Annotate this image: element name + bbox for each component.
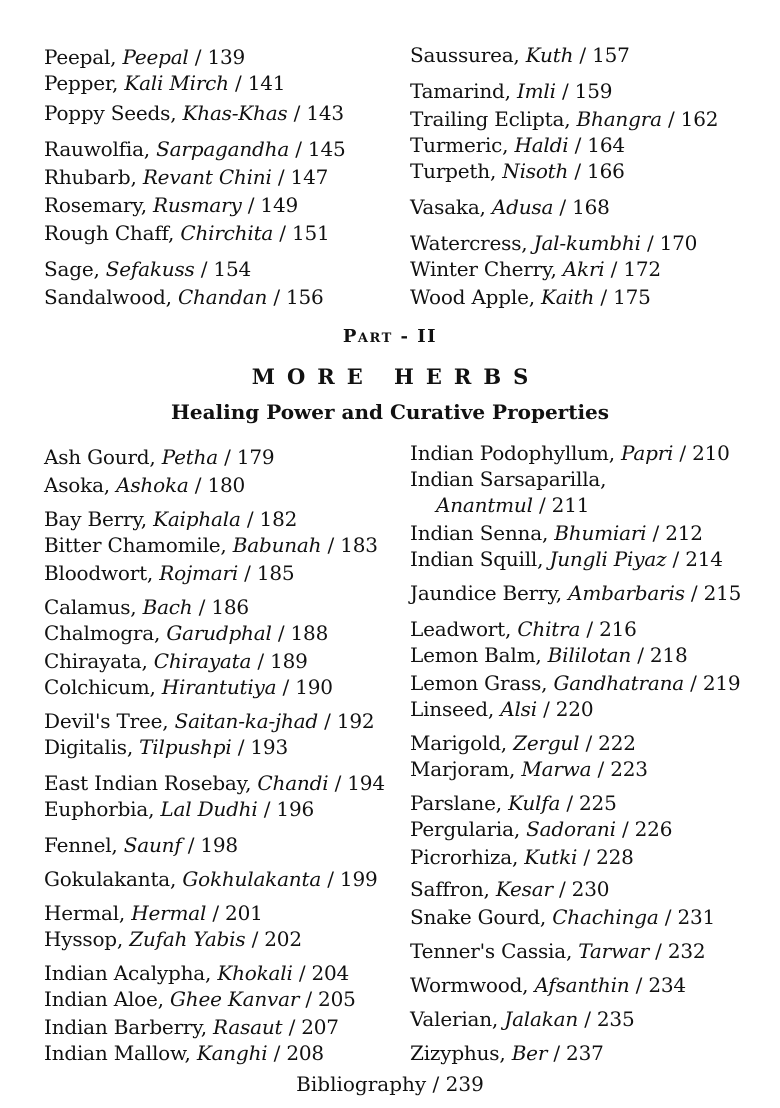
herb-name: Calamus, [44,595,143,619]
page-number: / 207 [282,1015,339,1039]
herb-name: Bitter Chamomile, [44,533,233,557]
page-number: / 235 [578,1007,635,1031]
local-name: Anantmul [436,493,533,517]
index-entry [410,546,723,572]
index-entry [410,42,630,68]
local-name: Gokhulakanta [182,867,322,891]
index-entry [410,520,703,546]
index-entry [410,284,651,310]
index-entry [44,472,245,498]
herb-name: Vasaka, [410,195,492,219]
index-entry [44,560,294,586]
index-entry [44,192,298,218]
index-entry [44,674,333,700]
index-entry [410,730,636,756]
herb-name: Rough Chaff, [44,221,181,245]
index-entry [410,972,686,998]
herb-name: Tenner's Cassia, [410,939,579,963]
page-number: / 202 [245,927,302,951]
local-name: Chirayata [153,649,252,673]
herb-name: Digitalis, [44,735,140,759]
page-number: / 237 [547,1041,604,1065]
herb-name: Parslane, [410,791,509,815]
local-name: Papri [621,441,674,465]
local-name: Khokali [217,961,293,985]
page-number: / 210 [673,441,730,465]
herb-name: Fennel, [44,833,124,857]
page-number: / 143 [287,101,344,125]
herb-name: Rauwolfia, [44,137,157,161]
page-number: / 151 [273,221,330,245]
index-entry [410,616,637,642]
herb-name: Euphorbia, [44,797,161,821]
local-name: Bhumiari [554,521,647,545]
page-number: / 219 [683,671,741,695]
local-name: Adusa [491,195,554,219]
local-name: Kuth [525,43,574,67]
index-entry [44,136,346,162]
index-entry [44,734,288,760]
herb-name: Hermal, [44,901,132,925]
index-entry [410,1040,604,1066]
page-number: / 228 [577,845,634,869]
page-number: / 188 [271,621,329,645]
page-number: / 159 [555,79,613,103]
index-entry [410,670,740,696]
index-entry [44,284,324,310]
herb-name: Colchicum, [44,675,162,699]
page-number: / 201 [206,901,263,925]
herb-name: East Indian Rosebay, [44,771,258,795]
page-number: / 166 [568,159,625,183]
local-name: Rusmary [153,193,242,217]
local-name: Gandhatrana [553,671,684,695]
index-entry [410,1006,634,1032]
herb-name: Indian Aloe, [44,987,170,1011]
page-number: / 211 [532,493,590,517]
index-entry [44,796,314,822]
page-number: / 230 [552,877,610,901]
herb-name: Poppy Seeds, [44,101,183,125]
herb-name: Picrorhiza, [410,845,525,869]
local-name: Jungli Piyaz [549,547,667,571]
local-name: Rojmari [159,561,239,585]
index-entry [410,106,718,132]
index-entry [44,1014,339,1040]
page-number: / 156 [267,285,324,309]
local-name: Ber [511,1041,548,1065]
herb-name: Peepal, [44,45,123,69]
herb-name: Saffron, [410,877,496,901]
index-entry [44,708,374,734]
herb-name: Indian Acalypha, [44,961,218,985]
index-entry [44,900,263,926]
index-entry [44,506,297,532]
herb-name: Asoka, [44,473,117,497]
local-name: Saitan-ka-jhad [174,709,319,733]
herb-name: Sandalwood, [44,285,178,309]
herb-name: Ash Gourd, [44,445,162,469]
index-entry [44,594,249,620]
index-entry [410,904,715,930]
page-number: / 179 [217,445,275,469]
page-number: / 212 [646,521,703,545]
herb-name: Zizyphus, [410,1041,512,1065]
page-number: / 215 [684,581,742,605]
herb-name: Indian Sarsaparilla, [410,467,607,491]
index-entry [410,876,609,902]
local-name: Chirchita [180,221,274,245]
index-entry [44,926,302,952]
index-entry [410,696,593,722]
local-name: Bhangra [576,107,662,131]
index-entry [410,230,697,256]
index-entry [44,1040,324,1066]
page-number: / 204 [292,961,350,985]
index-entry [410,790,617,816]
local-name: Chachinga [552,905,659,929]
index-entry [44,220,330,246]
local-name: Chandan [177,285,268,309]
herb-name: Devil's Tree, [44,709,175,733]
page-number: / 172 [604,257,661,281]
herb-name: Bay Berry, [44,507,154,531]
herb-name: Bloodwort, [44,561,160,585]
local-name: Petha [161,445,218,469]
local-name: Ghee Kanvar [169,987,300,1011]
local-name: Jal-kumbhi [533,231,641,255]
index-entry [44,620,328,646]
herb-name: Leadwort, [410,617,518,641]
local-name: Babunah [232,533,322,557]
local-name: Chitra [517,617,581,641]
index-entry [436,492,589,518]
herb-name: Saussurea, [410,43,526,67]
page-number: / 199 [321,867,378,891]
page-number: / 183 [321,533,378,557]
herb-name: Sage, [44,257,106,281]
local-name: Khas-Khas [182,101,288,125]
herb-name: Gokulakanta, [44,867,183,891]
page-number: / 157 [573,43,630,67]
herb-name: Winter Cherry, [410,257,563,281]
page-number: / 216 [580,617,637,641]
local-name: Kutki [524,845,578,869]
herb-name: Indian Senna, [410,521,555,545]
local-name: Revant Chini [142,165,272,189]
part-label: Part - II [342,326,438,347]
page-number: / 198 [181,833,238,857]
local-name: Ashoka [116,473,189,497]
index-entry [410,756,648,782]
page-number: / 182 [240,507,298,531]
herb-name: Marjoram, [410,757,522,781]
local-name: Garudphal [166,621,272,645]
page-number: / 218 [631,643,688,667]
local-name: Hirantutiya [161,675,277,699]
index-entry [410,440,730,466]
page-number: / 185 [238,561,295,585]
index-entry [44,986,356,1012]
page-number: / 223 [591,757,648,781]
local-name: Zergul [513,731,580,755]
page-number: / 175 [594,285,651,309]
page-number: / 193 [231,735,288,759]
index-entry [44,256,251,282]
page-number: / 168 [553,195,610,219]
page-number: / 145 [289,137,346,161]
page-number: / 189 [251,649,308,673]
index-entry [44,960,349,986]
page-number: / 141 [228,71,286,95]
index-entry [410,466,606,492]
page-number: / 234 [629,973,686,997]
local-name: Kanghi [196,1041,268,1065]
page-number: / 208 [267,1041,324,1065]
local-name: Bililotan [547,643,632,667]
herb-name: Turmeric, [410,133,515,157]
herb-name: Chirayata, [44,649,154,673]
local-name: Saunf [123,833,182,857]
local-name: Haldi [514,133,569,157]
section-subtitle: Healing Power and Curative Properties [170,400,610,424]
local-name: Akri [562,257,605,281]
page-number: / 170 [640,231,698,255]
herb-name: Watercress, [410,231,534,255]
page-number: / 232 [648,939,706,963]
herb-name: Indian Barberry, [44,1015,214,1039]
index-entry [44,70,285,96]
index-entry [410,816,672,842]
page-number: / 196 [257,797,314,821]
local-name: Kulfa [508,791,561,815]
herb-name: Indian Mallow, [44,1041,197,1065]
local-name: Lal Dudhi [160,797,258,821]
page-number: / 162 [661,107,719,131]
index-entry [44,532,378,558]
index-entry [44,100,344,126]
bibliography-entry: Bibliography / 239 [296,1072,484,1096]
index-entry [44,44,245,70]
page-number: / 194 [328,771,385,795]
index-entry [44,444,274,470]
index-entry [44,648,308,674]
local-name: Kali Mirch [124,71,229,95]
herb-name: Indian Podophyllum, [410,441,622,465]
herb-name: Snake Gourd, [410,905,553,929]
local-name: Afsanthin [534,973,630,997]
herb-name: Tamarind, [410,79,517,103]
local-name: Alsi [500,697,537,721]
local-name: Nisoth [502,159,569,183]
page-number: / 220 [536,697,594,721]
page-number: / 164 [568,133,625,157]
index-entry [44,164,328,190]
local-name: Jalakan [504,1007,579,1031]
local-name: Marwa [521,757,592,781]
local-name: Kesar [495,877,553,901]
page-number: / 149 [241,193,299,217]
local-name: Hermal [131,901,207,925]
page-number: / 192 [318,709,375,733]
local-name: Tilpushpi [139,735,232,759]
page-number: / 214 [666,547,723,571]
herb-name: Hyssop, [44,927,130,951]
index-entry [410,256,661,282]
herb-name: Jaundice Berry, [410,581,569,605]
herb-name: Indian Squill, [410,547,550,571]
herb-name: Chalmogra, [44,621,167,645]
herb-name: Lemon Balm, [410,643,548,667]
index-entry [410,194,610,220]
index-entry [410,938,705,964]
herb-name: Valerian, [410,1007,505,1031]
page-number: / 154 [194,257,252,281]
herb-name: Trailing Eclipta, [410,107,577,131]
page-number: / 190 [276,675,333,699]
index-entry [44,832,238,858]
index-entry [44,866,378,892]
page-number: / 147 [271,165,329,189]
herb-name: Rosemary, [44,193,154,217]
local-name: Kaiphala [153,507,241,531]
herb-name: Wood Apple, [410,285,542,309]
index-entry [410,580,741,606]
page-number: / 226 [615,817,673,841]
local-name: Sefakuss [105,257,195,281]
page-number: / 180 [188,473,246,497]
local-name: Sarpagandha [156,137,290,161]
herb-name: Wormwood, [410,973,535,997]
index-entry [410,132,625,158]
herb-name: Lemon Grass, [410,671,554,695]
local-name: Kaith [541,285,595,309]
local-name: Ambarbaris [568,581,685,605]
herb-name: Pepper, [44,71,125,95]
herb-name: Linseed, [410,697,501,721]
local-name: Zufah Yabis [129,927,246,951]
local-name: Imli [516,79,556,103]
local-name: Peepal [122,45,189,69]
herb-name: Pergularia, [410,817,527,841]
page-number: / 225 [560,791,617,815]
local-name: Sadorani [526,817,616,841]
section-title: MORE HERBS [251,364,541,389]
page-number: / 186 [192,595,249,619]
page-number: / 231 [658,905,716,929]
index-entry [410,844,634,870]
index-entry [410,158,625,184]
page-number: / 222 [579,731,636,755]
index-entry [410,642,687,668]
herb-name: Turpeth, [410,159,503,183]
page-number: / 205 [299,987,356,1011]
index-entry [410,78,612,104]
herb-name: Rhubarb, [44,165,143,189]
local-name: Bach [142,595,193,619]
page-number: / 139 [188,45,246,69]
index-entry [44,770,385,796]
local-name: Rasaut [213,1015,283,1039]
local-name: Tarwar [578,939,649,963]
herb-name: Marigold, [410,731,514,755]
local-name: Chandi [257,771,329,795]
